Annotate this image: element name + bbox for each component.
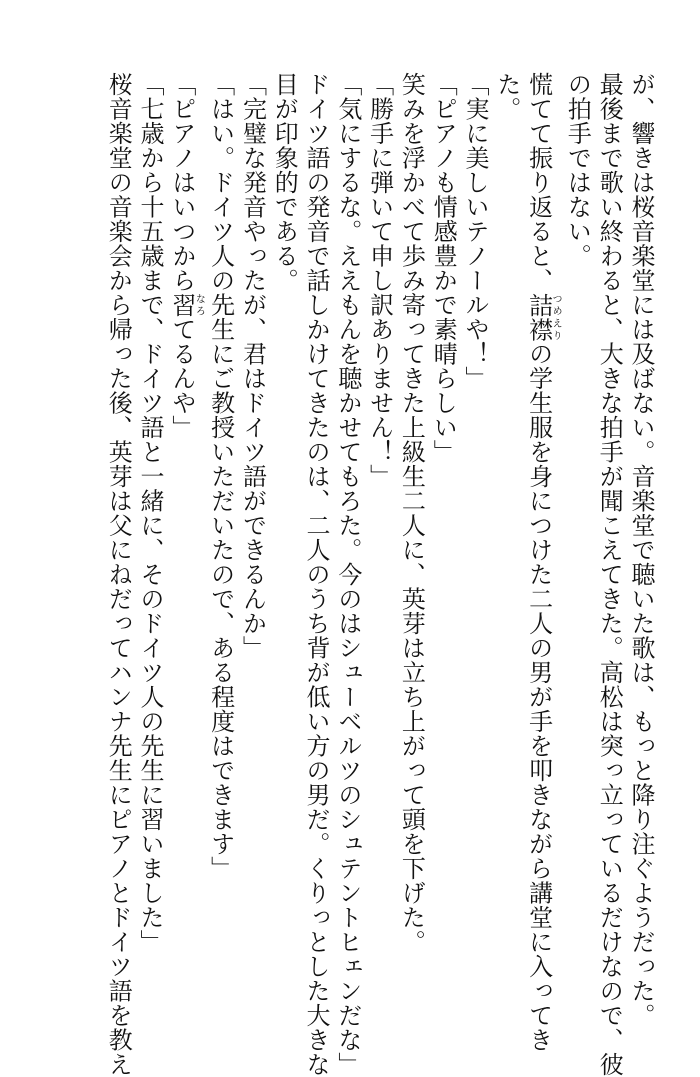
text-line-15 — [165, 72, 204, 972]
text-line-1: が、響きは桜音楽堂には及ばない。音楽堂で聴いた歌は、もっと降り注ぐようだった。 — [627, 72, 655, 1028]
text-line-14: 「はい。ドイツ人の先生にご教授いただいたので、ある程度はできます」 — [206, 72, 235, 881]
ruby-word-narau: 習 — [167, 292, 196, 317]
ruby-tsumeeri — [524, 292, 562, 342]
ruby-reading-tsumeeri: つめえり — [550, 292, 562, 342]
text-line-4-start: 慌てて振り返ると、 — [524, 72, 553, 293]
ruby-reading-narau: なろ — [193, 292, 205, 317]
text-line-13: 「完璧な発音やったが、君はドイツ語ができるんか」 — [238, 72, 267, 660]
text-line-3: の拍手ではない。 — [563, 72, 592, 268]
text-line-9: 「勝手に弾いて申し訳ありません！」 — [365, 72, 394, 489]
vertical-text-body — [101, 72, 656, 1077]
text-line-2: 最後まで歌い終わると、大きな拍手が聞こえてきた。高松は突っ立っているだけなので、彼 — [595, 72, 624, 1077]
text-line-10: 「気にするな。ええもんを聴かせてもろた。今のはシューベルツのシュテントヒェンだな」 — [333, 72, 362, 1077]
text-line-11: ドイツ語の発音で話しかけてきたのは、二人のうち背が低い方の男だ。くりっとした大きな — [302, 72, 331, 1077]
text-line-4-rest: の学生服を身につけた二人の男が手を叩きながら講堂に入ってき — [524, 341, 553, 1052]
text-line-17: 桜音楽堂の音楽会から帰った後、英芽は父にねだってハンナ先生にピアノとドイツ語を教え — [104, 72, 133, 1077]
text-line-16: 「七歳から十五歳まで、ドイツ語と一緒に、そのドイツ人の先生に習いました」 — [136, 72, 165, 954]
text-line-4 — [522, 72, 562, 1052]
text-line-5: た。 — [492, 72, 521, 121]
text-line-6: 「実に美しいテノールや！」 — [461, 72, 490, 391]
ruby-narau — [167, 292, 205, 318]
text-line-7: 「ピアノも情感豊かで素晴らしい」 — [429, 72, 458, 464]
text-line-12: 目が印象的である。 — [270, 72, 299, 293]
text-line-8: 笑みを浮かべて歩み寄ってきた上級生二人に、英芽は立ち上がって頭を下げた。 — [397, 72, 426, 954]
text-line-15-start: 「ピアノはいつから — [167, 72, 196, 293]
ruby-word-tsumeeri: 詰襟 — [524, 292, 553, 342]
text-line-15-rest: てるんや」 — [167, 317, 196, 440]
